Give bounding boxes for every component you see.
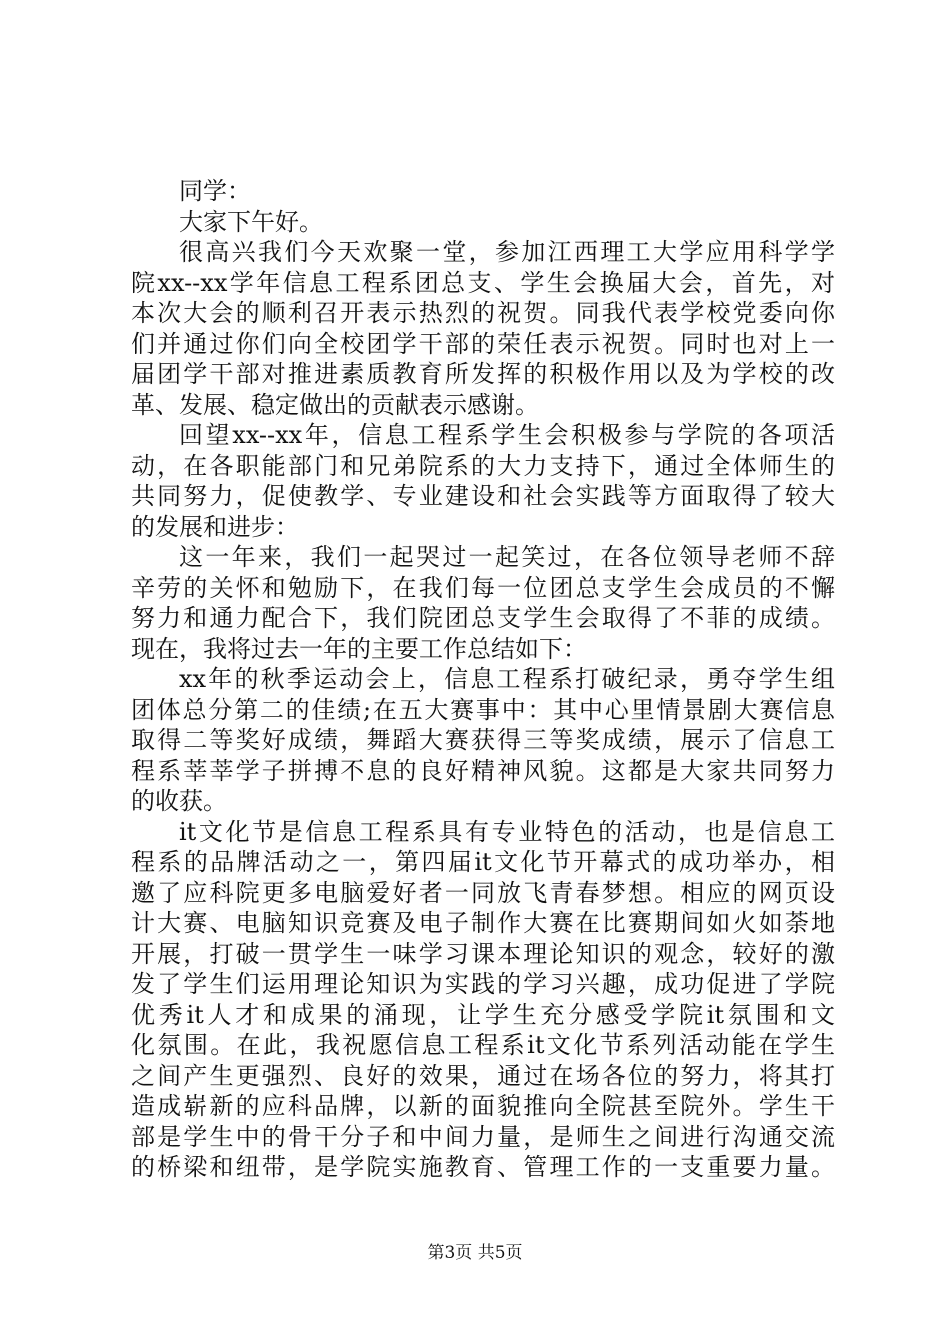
text-line: 优秀it人才和成果的涌现，让学生充分感受学院it氛围和文 [131, 1000, 835, 1029]
greeting-line: 大家下午好。 [179, 207, 323, 236]
text-line: 这一年来，我们一起哭过一起笑过，在各位领导老师不辞 [179, 543, 835, 571]
text-line: 的收获。 [131, 787, 227, 815]
text-line: 革、发展、稳定做出的贡献表示感谢。 [131, 390, 539, 419]
document-body [131, 176, 835, 1183]
text-line: 邀了应科院更多电脑爱好者一同放飞青春梦想。相应的网页设 [131, 878, 835, 907]
text-line: 回望xx--xx年，信息工程系学生会积极参与学院的各项活 [179, 421, 835, 449]
text-line: 动，在各职能部门和兄弟院系的大力支持下，通过全体师生的 [131, 451, 835, 480]
text-line: 发了学生们运用理论知识为实践的学习兴趣，成功促进了学院 [131, 970, 835, 998]
text-line: it文化节是信息工程系具有专业特色的活动，也是信息工 [179, 817, 835, 846]
text-line: 化氛围。在此，我祝愿信息工程系it文化节系列活动能在学生 [131, 1031, 835, 1059]
text-line: 计大赛、电脑知识竞赛及电子制作大赛在比赛期间如火如荼地 [131, 909, 835, 937]
text-line: 的桥梁和纽带，是学院实施教育、管理工作的一支重要力量。 [131, 1153, 835, 1181]
text-line: 的发展和进步： [131, 512, 299, 541]
text-line: 共同努力，促使教学、专业建设和社会实践等方面取得了较大 [131, 482, 835, 510]
text-line: 取得二等奖好成绩，舞蹈大赛获得三等奖成绩，展示了信息工 [131, 726, 835, 754]
text-line: 之间产生更强烈、良好的效果，通过在场各位的努力，将其打 [131, 1061, 835, 1090]
salutation-line: 同学： [179, 177, 251, 205]
text-line: 们并通过你们向全校团学干部的荣任表示祝贺。同时也对上一 [131, 329, 835, 358]
text-line: xx年的秋季运动会上，信息工程系打破纪录，勇夺学生组 [179, 665, 835, 693]
text-line: 本次大会的顺利召开表示热烈的祝贺。同我代表学校党委向你 [131, 299, 835, 327]
text-line: 部是学生中的骨干分子和中间力量，是师生之间进行沟通交流 [131, 1122, 835, 1151]
text-line: 开展，打破一贯学生一味学习课本理论知识的观念，较好的激 [131, 939, 835, 968]
text-line: 程系的品牌活动之一，第四届it文化节开幕式的成功举办，相 [131, 848, 835, 876]
page-number-footer: 第3页 共5页 [427, 1243, 523, 1263]
text-line: 造成崭新的应科品牌，以新的面貌推向全院甚至院外。学生干 [131, 1092, 835, 1120]
text-line: 努力和通力配合下，我们院团总支学生会取得了不菲的成绩。 [131, 604, 835, 632]
text-line: 院xx--xx学年信息工程系团总支、学生会换届大会，首先，对 [131, 268, 835, 297]
text-line: 届团学干部对推进素质教育所发挥的积极作用以及为学校的改 [131, 360, 835, 388]
text-line: 现在，我将过去一年的主要工作总结如下： [131, 634, 587, 663]
text-line: 程系莘莘学子拼搏不息的良好精神风貌。这都是大家共同努力 [131, 756, 835, 785]
text-line: 辛劳的关怀和勉励下，在我们每一位团总支学生会成员的不懈 [131, 573, 835, 602]
text-line: 团体总分第二的佳绩;在五大赛事中：其中心里情景剧大赛信息 [131, 695, 835, 724]
text-line: 很高兴我们今天欢聚一堂，参加江西理工大学应用科学学 [179, 238, 835, 266]
